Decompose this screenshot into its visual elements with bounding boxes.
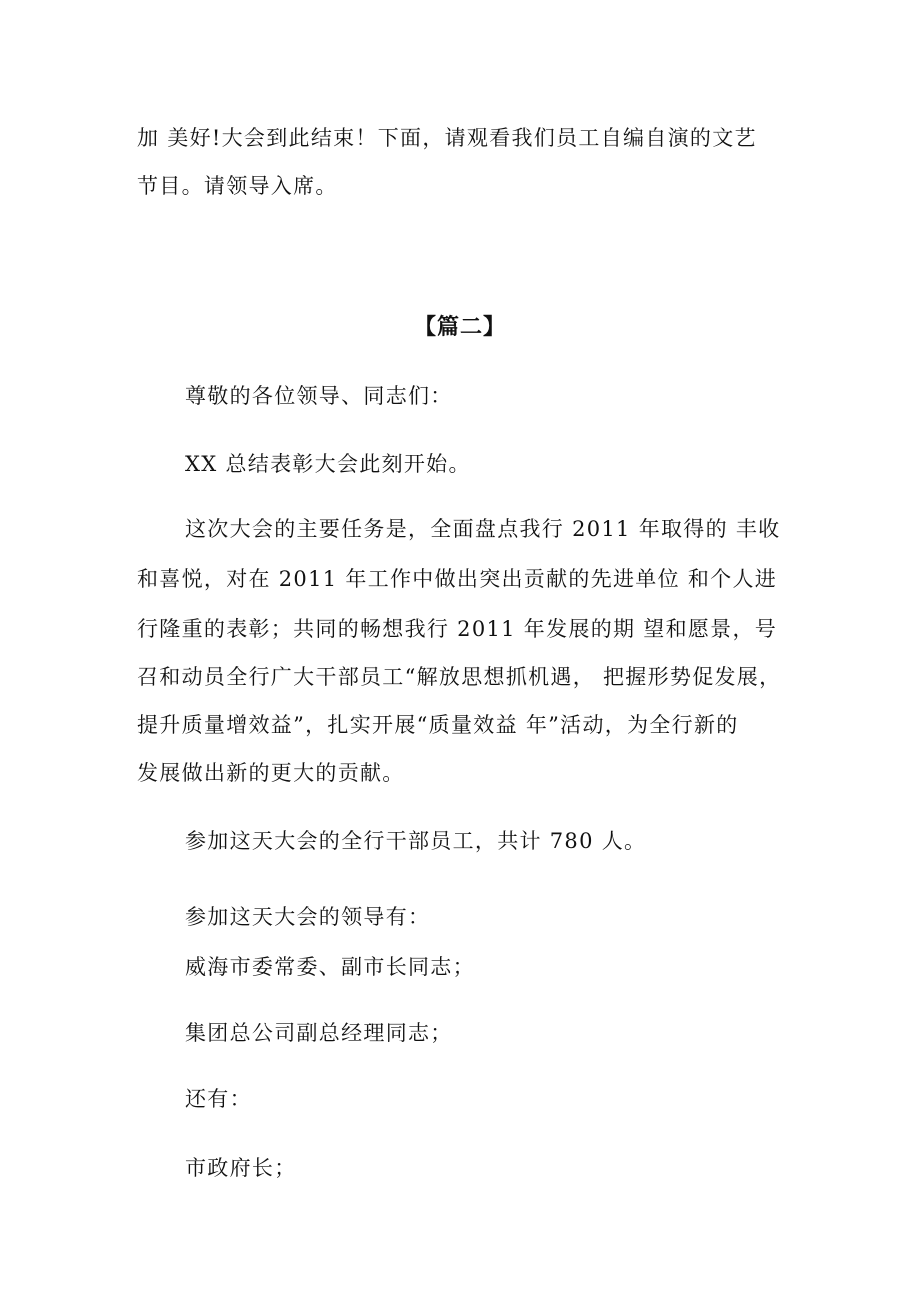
greeting: 尊敬的各位领导、同志们： [185,384,453,408]
leaders-intro: 参加这天大会的领导有： [185,905,431,929]
leader-item-3: 市政府长； [185,1156,297,1180]
leader-item-2: 集团总公司副总经理同志； [185,1021,453,1045]
task-line-5: 提升质量增效益”，扎实开展“质量效益 年”活动，为全行新的 [137,713,739,737]
task-line-6: 发展做出新的更大的贡献。 [137,761,405,785]
task-line-3: 行隆重的表彰；共同的畅想我行 2011 年发展的期 望和愿景，号 [137,617,778,641]
opening-line: XX 总结表彰大会此刻开始。 [185,452,471,476]
leader-item-1: 威海市委常委、副市长同志； [185,955,475,979]
intro-line-2: 节目。请领导入席。 [137,174,338,198]
intro-line-1: 加 美好!大会到此结束！下面，请观看我们员工自编自演的文艺 [137,126,757,150]
also-line: 还有： [185,1087,252,1111]
section-title: 【篇二】 [413,314,506,340]
task-line-1: 这次大会的主要任务是，全面盘点我行 2011 年取得的 丰收 [185,517,781,541]
attendees-line: 参加这天大会的全行干部员工，共计 780 人。 [185,829,647,853]
task-line-2: 和喜悦，对在 2011 年工作中做出突出贡献的先进单位 和个人进 [137,567,778,591]
task-line-4: 召和动员全行广大干部员工“解放思想抓机遇， 把握形势促发展， [137,665,782,689]
